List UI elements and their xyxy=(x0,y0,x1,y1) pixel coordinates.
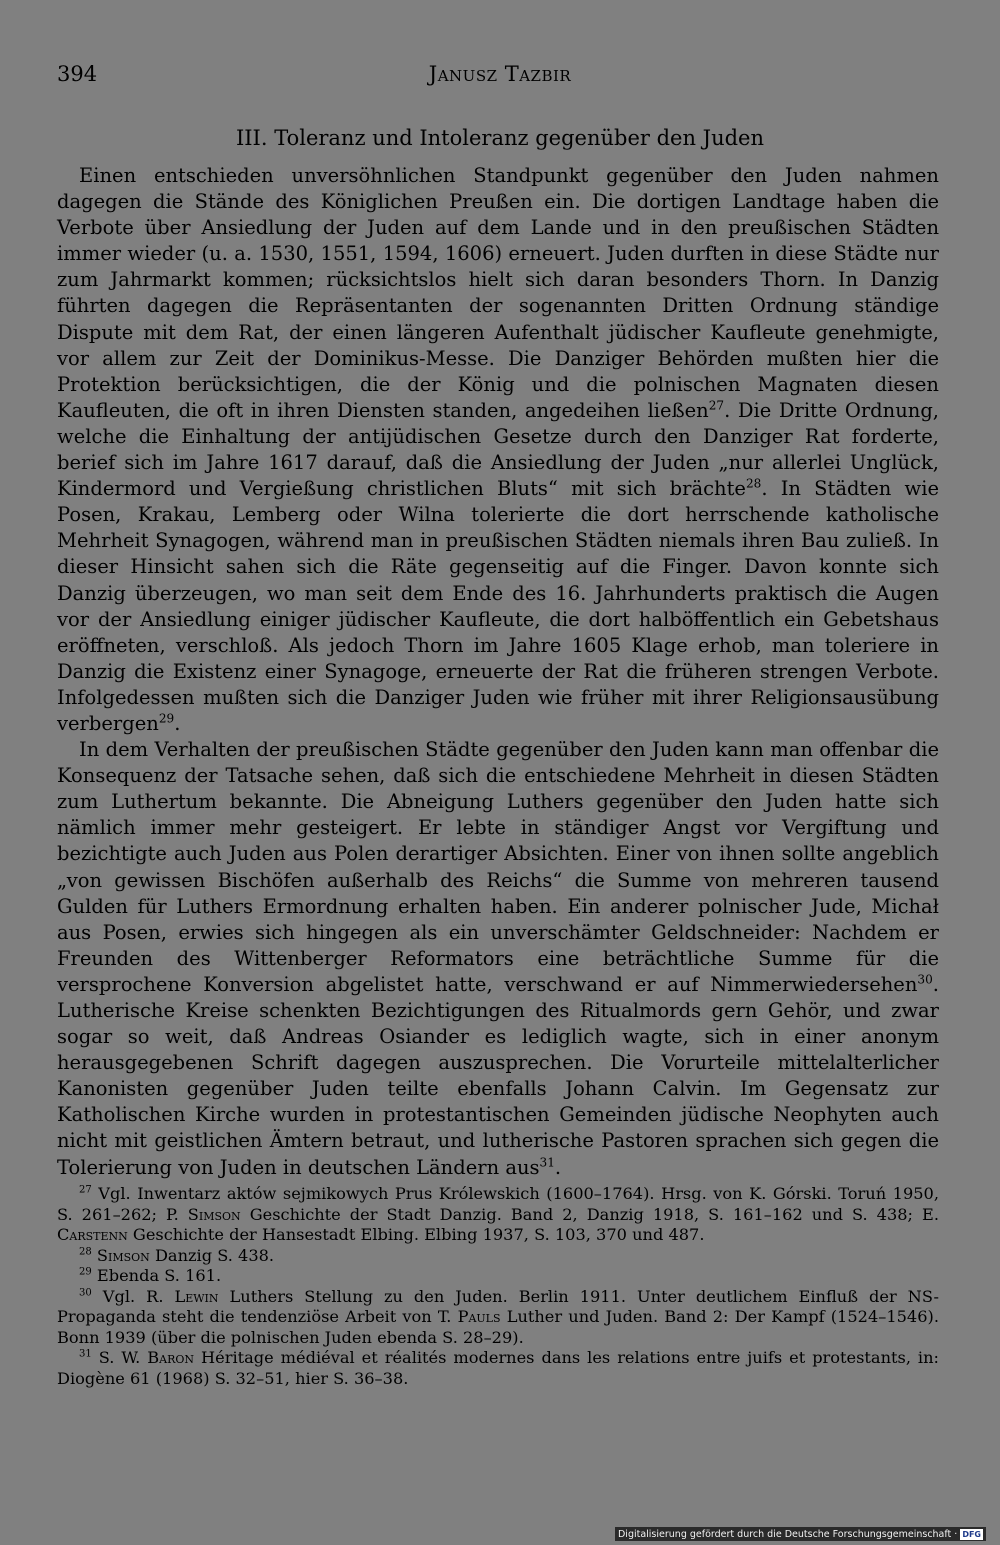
footnote-number: 31 xyxy=(79,1348,92,1360)
body-text xyxy=(57,163,939,1181)
paragraph-2: In dem Verhalten der preußischen Städte gegenüber den Juden kann man offenbar die Konsequenz der Tatsache sehen, daß sich die entschiedene Mehrheit in diesen Städten zum Luthertum bekannte. Die Abneigung Luthers gegenüber den Juden hatte sich nämlich immer mehr gesteigert. Er lebte in ständiger Angst vor Vergiftung und bezichtigte auch Juden aus Polen derartiger Absichten. Einer von ihnen sollte angeblich „von gewissen Bischöfen außerhalb des Reichs“ die Summe von mehreren tausend Gulden für Luthers Ermordnung erhalten haben. Ein anderer polnischer Jude, Michał aus Posen, erwies sich hingegen als ein unverschämter Geldschneider: Nachdem er Freunden des Wittenberger Reformators eine beträchtliche Summe für die versprochene Konversion abgelistet hatte, verschwand er auf Nimmerwiedersehen$^{30}$. Lutherische Kreise schenkten Bezichtigungen des Ritualmords gern Gehör, und zwar sogar so weit, daß Andreas Osiander es lediglich wagte, sich in einer anonym herausgegebenen Schrift dagegen auszusprechen. Die Vorurteile mittelalterlicher Kanonisten gegenüber Juden teilte ebenfalls Johann Calvin. Im Gegensatz zur Katholischen Kirche wurden in protestantischen Gemeinden jüdische Neophyten auch nicht mit geistlichen Ämtern betraut, und lutherische Pastoren sprachen sich gegen die Tolerierung von Juden in deutschen Ländern aus$^{31}$. xyxy=(57,738,939,1179)
page-number: 394 xyxy=(57,62,98,86)
footnote-ref: 30 xyxy=(917,972,933,987)
footnote-30: $^{30}$ Vgl. R. Lewin Luthers Stellung zu den Juden. Berlin 1911. Unter deutlichem Einfluß der NS-Propaganda steht die tendenziöse Arbeit von T. Pauls Luther und Juden. Band 2: Der Kampf (1524–1546). Bonn 1939 (über die polnischen Juden ebenda S. 28–29). xyxy=(57,1286,939,1347)
dfg-logo-icon: DFG xyxy=(962,1529,981,1539)
footnote-31: $^{31}$ S. W. Baron Héritage médiéval et réalités modernes dans les relations entre juifs et protestants, in: Diogène 61 (1968) S. 32–51, hier S. 36–38. xyxy=(57,1348,939,1388)
footnote-ref: 28 xyxy=(745,476,762,491)
imprint-text: Digitalisierung gefördert durch die Deutsche Forschungsgemeinschaft · xyxy=(617,1528,958,1540)
footnote-number: 29 xyxy=(79,1266,92,1278)
footnote-28: $^{28}$ Simson Danzig S. 438. xyxy=(79,1245,275,1265)
digitization-imprint xyxy=(615,1527,986,1541)
page-header xyxy=(57,62,943,92)
paragraph-1: Einen entschieden unversöhnlichen Standpunkt gegenüber den Juden nahmen dagegen die Stände des Königlichen Preußen ein. Die dortigen Landtage haben die Verbote über Ansiedlung der Juden auf dem Lande und in den preußischen Städten immer wieder (u. a. 1530, 1551, 1594, 1606) erneuert. Juden durften in diese Städte nur zum Jahrmarkt kommen; rücksichtslos hielt sich daran besonders Thorn. In Danzig führten dagegen die Repräsentanten der sogenannten Dritten Ordnung ständige Dispute mit dem Rat, der einen längeren Aufenthalt jüdischer Kaufleute genehmigte, vor allem zur Zeit der Dominikus-Messe. Die Danziger Behörden mußten hier die Protektion berücksichtigen, die der König und die polnischen Magnaten diesen Kaufleuten, die oft in ihren Diensten standen, angedeihen ließen$^{27}$. Die Dritte Ordnung, welche die Einhaltung der antijüdischen Gesetze durch den Danziger Rat forderte, berief sich im Jahre 1617 darauf, daß die Ansiedlung der Juden „nur allerlei Unglück, Kindermord und Vergießung christlichen Bluts“ mit sich brächte$^{28}$. In Städten wie Posen, Krakau, Lemberg oder Wilna tolerierte die dort herrschende katholische Mehrheit Synagogen, während man in preußischen Städten niemals ihren Bau zuließ. In dieser Hinsicht sahen sich die Räte gegenseitig auf die Finger. Davon konnte sich Danzig überzeugen, wo man seit dem Ende des 16. Jahrhunderts praktisch die Augen vor der Ansiedlung einiger jüdischer Kaufleute, die dort halböffentlich ein Gebetshaus eröffneten, verschloß. Als jedoch Thorn im Jahre 1605 Klage erhob, man toleriere in Danzig die Existenz einer Synagoge, erneuerte der Rat die früheren strengen Verbote. Infolgedessen mußten sich die Danziger Juden wie früher mit ihrer Religionsausübung verbergen$^{29}$. xyxy=(57,164,940,735)
footnote-ref: 31 xyxy=(539,1155,555,1170)
footnote-ref: 29 xyxy=(158,711,175,726)
footnote-29: $^{29}$ Ebenda S. 161. xyxy=(79,1266,222,1285)
running-head: Janusz Tazbir xyxy=(428,62,572,86)
section-title: III. Toleranz und Intoleranz gegenüber den Juden xyxy=(235,126,765,150)
footnote-number: 27 xyxy=(79,1184,92,1196)
footnote-ref: 27 xyxy=(708,398,725,413)
footnote-number: 30 xyxy=(79,1287,92,1299)
footnotes xyxy=(57,1184,939,1389)
footnote-number: 28 xyxy=(79,1246,92,1258)
footnote-27: $^{27}$ Vgl. Inwentarz aktów sejmikowych Prus Królewskich (1600–1764). Hrsg. von K. Górski. Toruń 1950, S. 261–262; P. Simson Geschichte der Stadt Danzig. Band 2, Danzig 1918, S. 161–162 und S. 438; E. Carstenn Geschichte der Hansestadt Elbing. Elbing 1937, S. 103, 370 und 487. xyxy=(57,1184,939,1244)
